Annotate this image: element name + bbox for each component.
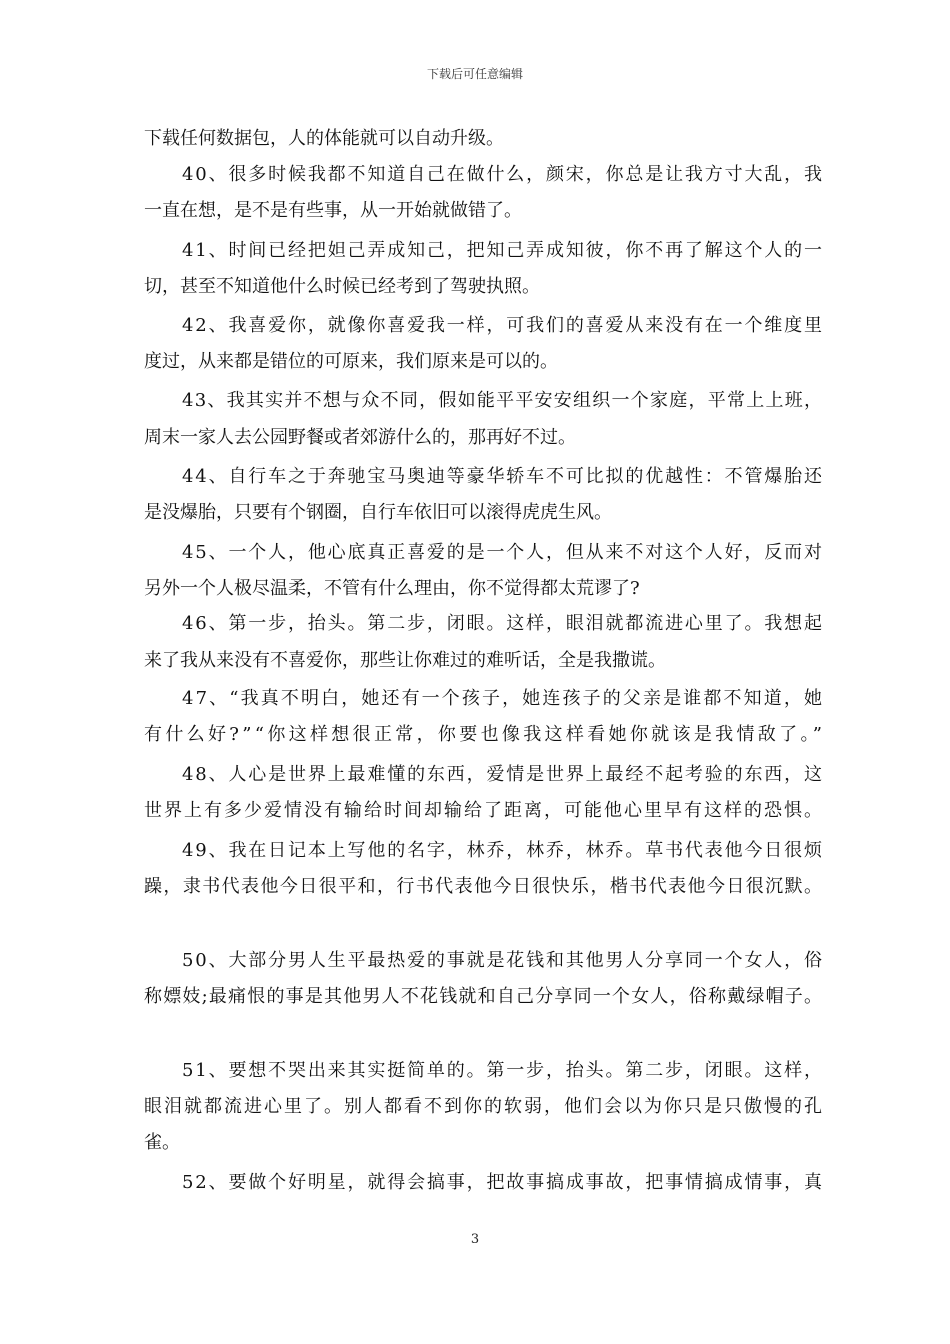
text-line: 称嫖妓;最痛恨的事是其他男人不花钱就和自己分享同一个女人，俗称戴绿帽子。	[144, 986, 824, 1007]
text-line: 49、我在日记本上写他的名字，林乔，林乔，林乔。草书代表他今日很烦	[182, 840, 824, 861]
text-line: 52、要做个好明星，就得会搞事，把故事搞成事故，把事情搞成情事，真	[182, 1172, 824, 1193]
page-number: 3	[470, 1232, 480, 1247]
text-line: 41、时间已经把妲己弄成知己，把知己弄成知彼，你不再了解这个人的一	[182, 240, 824, 261]
text-line: 切，甚至不知道他什么时候已经考到了驾驶执照。	[144, 276, 540, 297]
text-line: 42、我喜爱你，就像你喜爱我一样，可我们的喜爱从来没有在一个维度里	[182, 315, 824, 336]
text-line: 躁，隶书代表他今日很平和，行书代表他今日很快乐，楷书代表他今日很沉默。	[144, 876, 824, 897]
text-line: 48、人心是世界上最难懂的东西，爱情是世界上最经不起考验的东西，这	[182, 764, 824, 785]
page-header: 下载后可任意编辑	[426, 67, 523, 81]
text-line: 50、大部分男人生平最热爱的事就是花钱和其他男人分享同一个女人，俗	[182, 950, 824, 971]
text-line: 40、很多时候我都不知道自己在做什么，颜宋，你总是让我方寸大乱，我	[182, 164, 824, 185]
text-line: 46、第一步，抬头。第二步，闭眼。这样，眼泪就都流进心里了。我想起	[182, 613, 824, 634]
text-line: 43、我其实并不想与众不同，假如能平平安安组织一个家庭，平常上上班，	[182, 390, 824, 411]
text-line: 是没爆胎，只要有个钢圈，自行车依旧可以滚得虎虎生风。	[144, 502, 612, 523]
text-line: 51、要想不哭出来其实挺简单的。第一步，抬头。第二步，闭眼。这样，	[182, 1060, 824, 1081]
text-line: 度过，从来都是错位的可原来，我们原来是可以的。	[144, 351, 558, 372]
text-line: 有什么好?”“你这样想很正常，你要也像我这样看她你就该是我情敌了。”	[144, 724, 826, 745]
text-line: 雀。	[144, 1132, 180, 1153]
text-line: 47、“我真不明白，她还有一个孩子，她连孩子的父亲是谁都不知道，她	[182, 688, 825, 709]
text-line: 世界上有多少爱情没有输给时间却输给了距离，可能他心里早有这样的恐惧。	[144, 800, 824, 821]
text-line: 另外一个人极尽温柔，不管有什么理由，你不觉得都太荒谬了?	[144, 578, 640, 599]
text-line: 45、一个人，他心底真正喜爱的是一个人，但从来不对这个人好，反而对	[182, 542, 824, 563]
text-line: 来了我从来没有不喜爱你，那些让你难过的难听话，全是我撒谎。	[144, 650, 666, 671]
text-line: 周末一家人去公园野餐或者郊游什么的，那再好不过。	[144, 427, 576, 448]
text-line: 眼泪就都流进心里了。别人都看不到你的软弱，他们会以为你只是只傲慢的孔	[144, 1096, 824, 1117]
text-line: 下载任何数据包，人的体能就可以自动升级。	[144, 128, 504, 149]
text-line: 44、自行车之于奔驰宝马奥迪等豪华轿车不可比拟的优越性：不管爆胎还	[182, 466, 824, 487]
text-line: 一直在想，是不是有些事，从一开始就做错了。	[144, 200, 522, 221]
